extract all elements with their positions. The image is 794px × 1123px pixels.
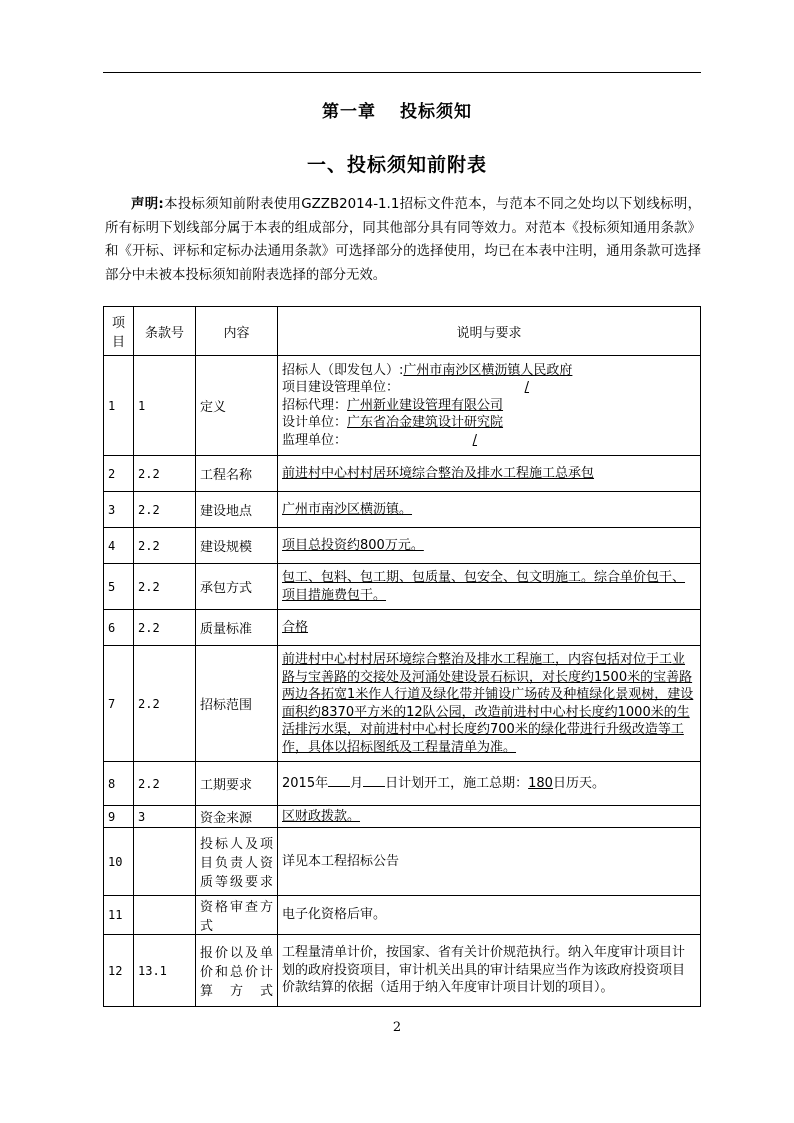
row-number: 9	[104, 806, 134, 828]
period-day-blank	[363, 786, 385, 787]
row-number: 8	[104, 762, 134, 806]
row-desc	[278, 610, 701, 646]
table-header-row	[104, 307, 701, 356]
table-row	[104, 564, 701, 610]
period-year: 2015年	[282, 775, 329, 791]
row-clause: 2.2	[134, 564, 196, 610]
table-row	[104, 492, 701, 528]
row-clause: 2.2	[134, 646, 196, 762]
row-clause	[134, 896, 196, 935]
row-number: 6	[104, 610, 134, 646]
definition-label: 监理单位：	[282, 432, 348, 448]
row-desc	[278, 806, 701, 828]
row-clause: 3	[134, 806, 196, 828]
row-desc-text: 前进村中心村村居环境综合整治及排水工程施工，内容包括对位于工业路与宝善路的交接处及河涌处建设景石标识，对长度约1500米的宝善路两边各拓宽1米作人行道及绿化带并铺设广场砖及种植绿化景观树，建设面积约8370平方米的12队公园，改造前进村中心村长度约1000米的生活排污水渠，对前进村中心村长度约700米的绿化带进行升级改造等工作，具体以招标图纸及工程量清单为准。	[282, 652, 694, 755]
row-number: 3	[104, 492, 134, 528]
row-desc-text: 工程量清单计价，按国家、省有关计价规范执行。纳入年度审计项目计划的政府投资项目，审计机关出具的审计结果应当作为该政府投资项目价款结算的依据（适用于纳入年度审计项目计划的项目）。	[282, 945, 686, 996]
bid-instructions-table	[103, 306, 701, 1007]
statement-paragraph	[105, 193, 701, 287]
page-number: 2	[392, 1020, 402, 1035]
header-desc: 说明与要求	[278, 307, 701, 356]
section-title: 一、投标须知前附表	[306, 154, 487, 176]
table-row	[104, 896, 701, 935]
header-item: 项目	[104, 307, 134, 356]
row-number: 11	[104, 896, 134, 935]
row-desc	[278, 762, 701, 806]
row-desc	[278, 828, 701, 896]
table-row	[104, 356, 701, 456]
definition-value: /	[472, 432, 478, 448]
definition-value: /	[524, 380, 530, 396]
period-days: 180	[528, 775, 553, 791]
table-row	[104, 610, 701, 646]
row-number: 4	[104, 528, 134, 564]
definition-label: 招标人（即发包人）:	[282, 362, 404, 378]
row-name: 招标范围	[196, 646, 278, 762]
row-desc-text: 前进村中心村村居环境综合整治及排水工程施工总承包	[282, 465, 595, 481]
chapter-title: 投标须知	[400, 102, 472, 122]
row-number: 7	[104, 646, 134, 762]
row-clause: 2.2	[134, 492, 196, 528]
header-clause: 条款号	[134, 307, 196, 356]
row-name: 质量标准	[196, 610, 278, 646]
period-month-blank	[328, 786, 350, 787]
row-desc-text: 包工、包料、包工期、包质量、包安全、包文明施工。综合单价包干、项目措施费包干。	[282, 570, 686, 603]
table-row	[104, 528, 701, 564]
row-number: 1	[104, 356, 134, 456]
row-desc	[278, 935, 701, 1007]
table-row	[104, 646, 701, 762]
row-desc-text: 广州市南沙区横沥镇。	[282, 501, 413, 517]
definition-label: 设计单位：	[282, 415, 348, 431]
row-desc-text: 合格	[282, 619, 309, 635]
row-clause: 2.2	[134, 528, 196, 564]
definition-value: 广东省冶金建筑设计研究院	[347, 415, 504, 431]
definition-label: 项目建设管理单位：	[282, 380, 400, 396]
row-name: 投标人及项目负责人资质等级要求	[196, 828, 278, 896]
row-desc	[278, 456, 701, 492]
period-day: 日计划开工，施工总期：	[385, 775, 529, 791]
row-desc	[278, 646, 701, 762]
table-row	[104, 935, 701, 1007]
chapter-heading	[0, 97, 794, 122]
row-clause: 2.2	[134, 456, 196, 492]
row-clause: 13.1	[134, 935, 196, 1007]
row-desc	[278, 528, 701, 564]
row-desc	[278, 356, 701, 456]
row-name: 定义	[196, 356, 278, 456]
header-rule	[103, 72, 701, 73]
row-desc-text: 项目总投资约800万元。	[282, 537, 424, 553]
table-row	[104, 806, 701, 828]
period-month: 月	[350, 775, 364, 791]
row-clause	[134, 828, 196, 896]
row-desc	[278, 492, 701, 528]
row-clause: 2.2	[134, 610, 196, 646]
row-number: 10	[104, 828, 134, 896]
row-desc	[278, 564, 701, 610]
statement-lead: 声明:	[131, 197, 164, 212]
row-desc-text: 详见本工程招标公告	[282, 853, 400, 869]
row-name: 工期要求	[196, 762, 278, 806]
period-suffix: 日历天。	[552, 775, 605, 791]
header-content: 内容	[196, 307, 278, 356]
table-row	[104, 828, 701, 896]
row-number: 5	[104, 564, 134, 610]
row-desc	[278, 896, 701, 935]
row-name: 建设地点	[196, 492, 278, 528]
chapter-label: 第一章	[322, 102, 376, 122]
row-name: 建设规模	[196, 528, 278, 564]
row-name: 资格审查方式	[196, 896, 278, 935]
row-name: 承包方式	[196, 564, 278, 610]
row-name: 报价以及单价和总价计算方式	[196, 935, 278, 1007]
table-row	[104, 762, 701, 806]
definition-label: 招标代理：	[282, 397, 348, 413]
row-desc-text: 区财政拨款。	[282, 808, 361, 824]
row-clause: 2.2	[134, 762, 196, 806]
row-clause: 1	[134, 356, 196, 456]
row-number: 12	[104, 935, 134, 1007]
row-number: 2	[104, 456, 134, 492]
row-name: 资金来源	[196, 806, 278, 828]
definition-value: 广州市南沙区横沥镇人民政府	[403, 362, 573, 378]
row-name: 工程名称	[196, 456, 278, 492]
table-row	[104, 456, 701, 492]
statement-text: 本投标须知前附表使用GZZB2014-1.1招标文件范本，与范本不同之处均以下划线标明，所有标明下划线部分属于本表的组成部分，同其他部分具有同等效力。对范本《投标须知通用条款》和《开标、评标和定标办法通用条款》可选择部分的选择使用，均已在本表中注明，通用条款可选择部分中未被本投标须知前附表选择的部分无效。	[105, 197, 701, 283]
row-desc-text: 电子化资格后审。	[282, 907, 387, 923]
definition-value: 广州新业建设管理有限公司	[347, 397, 504, 413]
